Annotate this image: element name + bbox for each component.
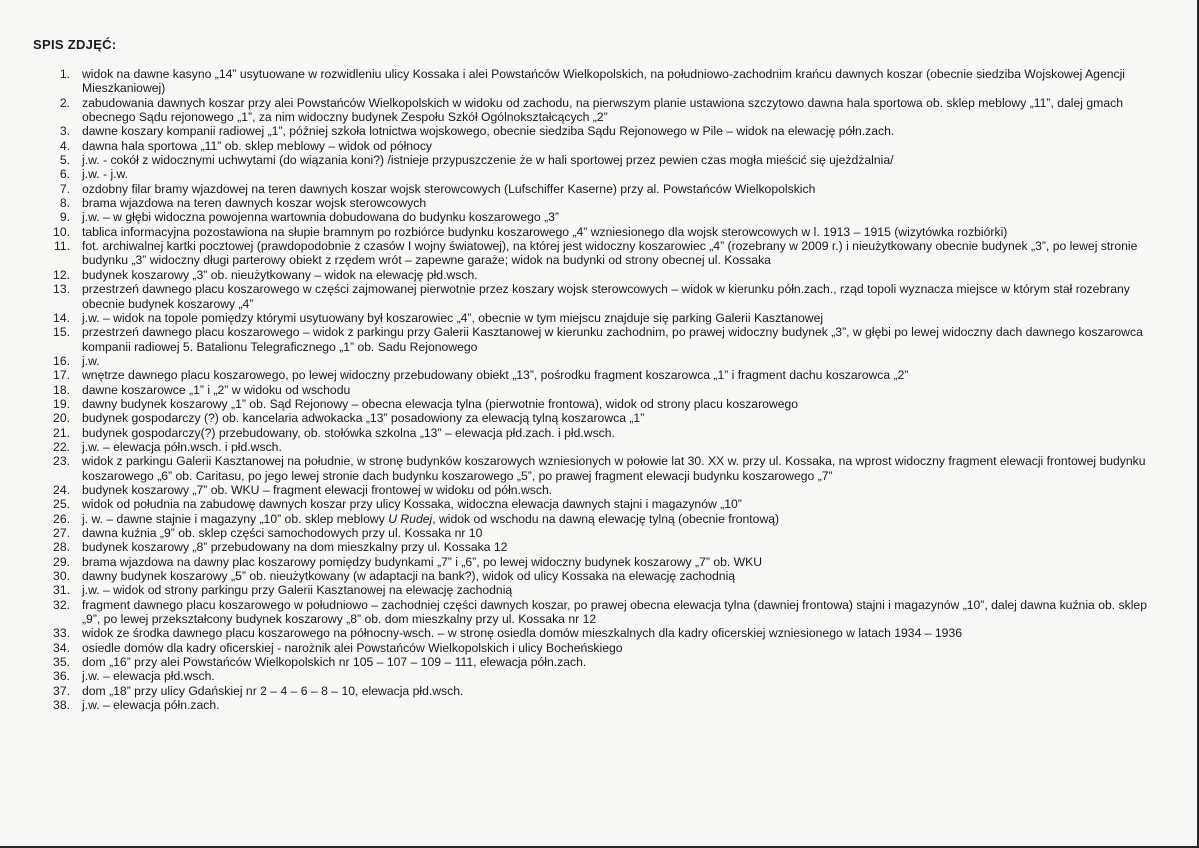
item-text: dawne koszary kompanii radiowej „1”, później szkoła lotnictwa wojskowego, obecnie siedziba Sądu Rejonowego w Pile – widok na elewację półn.zach. (82, 124, 895, 139)
item-text: brama wjazdowa na dawny plac koszarowy pomiędzy budynkami „7” i „6”, po lewej widoczny budynek koszarowy „7” ob. WKU (82, 554, 763, 569)
item-number: 37. (53, 683, 70, 698)
item-text-part: , widok od wschodu na dawną elewację tylną (obecnie frontową) (432, 511, 780, 526)
item-text: osiedle domów dla kadry oficerskiej - narożnik alei Powstańców Wielkopolskich i ulicy Bocheńskiego (82, 640, 623, 655)
item-number: 20. (53, 411, 70, 426)
list-item (40, 354, 1160, 368)
item-text: fragment dawnego placu koszarowego w południowo – zachodniej części dawnych koszar, po prawej obecna elewacja tylna (dawniej frontowa) stajni i magazynów „10”, dalej dawna kuźnia ob. sklep „9”, po lewej przekształcony budynek koszarowy „8” ob. dom mieszkalny przy ul. Kossaka nr 12 (82, 597, 1147, 627)
item-text: widok od południa na zabudowę dawnych koszar przy ulicy Kossaka, widoczna elewacja dawnych stajni i magazynów „10” (82, 497, 742, 512)
item-text: j.w. (82, 353, 100, 368)
list-item (40, 483, 1160, 497)
item-number: 23. (53, 454, 70, 469)
item-number: 27. (53, 526, 70, 540)
photo-list (40, 67, 1160, 712)
item-number: 13. (53, 282, 70, 297)
list-item (40, 124, 1160, 138)
item-text: dawny budynek koszarowy „1” ob. Sąd Rejonowy – obecna elewacja tylna (pierwotnie frontowa), widok od strony placu koszarowego (82, 396, 799, 411)
list-item (40, 641, 1160, 655)
item-text: j.w. – widok na topole pomiędzy którymi usytuowany był koszarowiec „4”, obecnie w tym miejscu znajduje się parking Galerii Kasztanowej (82, 310, 824, 325)
item-number: 22. (53, 439, 70, 454)
item-text: wnętrze dawnego placu koszarowego, po lewej widoczny przebudowany obiekt „13”, pośrodku fragment koszarowca „1” i fragment dachu koszarowca „2” (82, 368, 909, 383)
item-text: brama wjazdowa na teren dawnych koszar wojsk sterowcowych (82, 196, 427, 211)
item-number: 24. (53, 482, 70, 497)
item-number: 18. (53, 382, 70, 397)
list-item (40, 698, 1160, 712)
item-number: 19. (53, 396, 70, 411)
item-text: ozdobny filar bramy wjazdowej na teren dawnych koszar wojsk sterowcowych (Lufschiffer Kaserne) przy al. Powstańców Wielkopolskich (82, 181, 816, 196)
list-item (40, 526, 1160, 540)
item-text: j.w. – w głębi widoczna powojenna wartownia dobudowana do budynku koszarowego „3” (82, 210, 559, 225)
page-title: SPIS ZDJĘĆ: (33, 37, 117, 52)
item-text: j.w. – elewacja półn.wsch. i płd.wsch. (82, 439, 282, 454)
item-text: dom „16” przy alei Powstańców Wielkopolskich nr 105 – 107 – 109 – 111, elewacja półn.zach. (82, 655, 587, 670)
list-item (40, 239, 1160, 268)
item-text: dawne koszarowce „1” i „2” w widoku od wschodu (82, 382, 351, 397)
item-number: 29. (53, 554, 70, 569)
item-number: 2. (59, 95, 70, 110)
item-text: dawna kuźnia „9” ob. sklep części samochodowych przy ul. Kossaka nr 10 (82, 526, 483, 540)
item-number: 25. (53, 497, 70, 512)
item-text: j.w. - j.w. (82, 167, 129, 182)
item-text: tablica informacyjna pozostawiona na słupie bramnym po rozbiórce budynku koszarowego „4” wzniesionego dla wojsk sterowcowych w l. 1913 – 1915 (wizytówka rozbiórki) (82, 224, 1008, 239)
list-item (40, 368, 1160, 382)
list-item (40, 397, 1160, 411)
item-text: budynek koszarowy „8” przebudowany na dom mieszkalny przy ul. Kossaka 12 (82, 540, 508, 555)
item-number: 32. (53, 597, 70, 612)
item-number: 34. (53, 640, 70, 655)
item-number: 1. (59, 67, 70, 81)
item-text: widok ze środka dawnego placu koszarowego na północny-wsch. – w stronę osiedla domów mieszkalnych dla kadry oficerskiej wzniesionego w latach 1934 – 1936 (82, 626, 963, 641)
item-number: 38. (53, 698, 70, 713)
item-number: 16. (53, 353, 70, 368)
list-item (40, 598, 1160, 627)
item-number: 11. (53, 239, 70, 254)
item-text: j.w. - cokół z widocznymi uchwytami (do wiązania koni?) /istnieje przypuszczenie że w hali sportowej przez pewien czas mogła mieścić się ujeżdżalnia/ (82, 153, 894, 168)
item-text: fot. archiwalnej kartki pocztowej (prawdopodobnie z czasów I wojny światowej), na której jest widoczny koszarowiec „4” (rozebrany w 2009 r.) i nieużytkowany obecnie budynek „3”, po lewej stronie budynku „3” widoczny długi parterowy obiekt z rzędem wrót – zapewne garaże; widok na budynki od strony obecnej ul. Kossaka (82, 239, 1138, 268)
item-number: 3. (59, 124, 70, 139)
list-item (40, 282, 1160, 311)
list-item (40, 167, 1160, 181)
item-number: 33. (53, 626, 70, 641)
list-item (40, 440, 1160, 454)
list-item (40, 569, 1160, 583)
item-text: widok z parkingu Galerii Kasztanowej na południe, w stronę budynków koszarowych wzniesionych w połowie lat 30. XX w. przy ul. Kossaka, na wprost widoczny fragment elewacji frontowej budynku koszarowego „6” ob. Caritasu, po jego lewej stronie dach budynku koszarowego „5”, po prawej fragment elewacji budynku koszarowego „7” (82, 454, 1146, 483)
item-number: 5. (59, 153, 70, 168)
list-item (40, 139, 1160, 153)
item-number: 26. (53, 511, 70, 526)
list-item (40, 454, 1160, 483)
item-text: dawny budynek koszarowy „5” ob. nieużytkowany (w adaptacji na bank?), widok od ulicy Kossaka na elewację zachodnią (82, 569, 736, 584)
item-number: 28. (53, 540, 70, 555)
list-item (40, 210, 1160, 224)
list-item (40, 196, 1160, 210)
list-item (40, 684, 1160, 698)
item-text: j.w. – widok od strony parkingu przy Galerii Kasztanowej na elewację zachodnią (82, 583, 513, 598)
list-item (40, 225, 1160, 239)
item-text: j.w. – elewacja półn.zach. (82, 698, 220, 713)
item-text: przestrzeń dawnego placu koszarowego – widok z parkingu przy Galerii Kasztanowej w kierunku zachodnim, po prawej widoczny budynek „3”, w głębi po lewej widoczny dach dawnego koszarowca kompanii radiowej 5. Batalionu Telegraficznego „1” ob. Sadu Rejonowego (82, 325, 1143, 354)
item-number: 6. (59, 167, 70, 182)
item-number: 8. (59, 196, 70, 211)
item-text: dawna hala sportowa „11” ob. sklep meblowy – widok od północy (82, 138, 433, 153)
item-text: budynek koszarowy „3” ob. nieużytkowany – widok na elewację płd.wsch. (82, 267, 478, 282)
item-number: 17. (53, 368, 70, 383)
item-number: 7. (59, 181, 70, 196)
item-number: 14. (53, 310, 70, 325)
item-text-part: j. w. – dawne stajnie i magazyny „10” ob. sklep meblowy (82, 511, 389, 526)
list-item (40, 626, 1160, 640)
list-item (40, 153, 1160, 167)
item-text: widok na dawne kasyno „14” usytuowane w rozwidleniu ulicy Kossaka i alei Powstańców Wielkopolskich, na południowo-zachodnim krańcu dawnych koszar (obecnie siedziba Wojskowej Agencji Mieszkaniowej) (82, 67, 1126, 96)
item-text: zabudowania dawnych koszar przy alei Powstańców Wielkopolskich w widoku od zachodu, na pierwszym planie ustawiona szczytowo dawna hala sportowa ob. sklep meblowy „11”, dalej gmach obecnego Sądu rejonowego „1”, za nim widoczny budynek Zespołu Szkół Ogólnokształcących „2” (82, 95, 1123, 125)
list-item (40, 583, 1160, 597)
list-item (40, 67, 1160, 96)
item-number: 30. (53, 569, 70, 584)
list-item (40, 411, 1160, 425)
item-number: 15. (53, 325, 70, 340)
item-number: 35. (53, 655, 70, 670)
item-text: budynek gospodarczy (?) ob. kancelaria adwokacka „13” posadowiony za elewacją tylną koszarowca „1” (82, 411, 645, 426)
list-item (40, 325, 1160, 354)
list-item (40, 655, 1160, 669)
item-text-italic: U Rudej (388, 511, 433, 526)
item-number: 12. (53, 267, 70, 282)
list-item (40, 555, 1160, 569)
item-text: dom „18” przy ulicy Gdańskiej nr 2 – 4 – 6 – 8 – 10, elewacja płd.wsch. (82, 683, 464, 698)
item-number: 31. (53, 583, 70, 598)
list-item (40, 540, 1160, 554)
item-number: 10. (53, 224, 70, 239)
list-item (40, 426, 1160, 440)
list-item (40, 669, 1160, 683)
item-number: 21. (53, 425, 70, 440)
list-item (40, 383, 1160, 397)
list-item (40, 96, 1160, 125)
list-item (40, 512, 1160, 526)
item-text: budynek gospodarczy(?) przebudowany, ob. stołówka szkolna „13” – elewacja płd.zach. i płd.wsch. (82, 425, 615, 440)
list-item (40, 268, 1160, 282)
item-number: 36. (53, 669, 70, 684)
item-text: przestrzeń dawnego placu koszarowego w części zajmowanej pierwotnie przez koszary wojsk sterowcowych – widok w kierunku półn.zach., rząd topoli wyznacza miejsce w którym stał rozebrany obecnie budynek koszarowy „4” (82, 282, 1130, 311)
item-number: 9. (59, 210, 70, 225)
item-text (82, 512, 1160, 526)
list-item (40, 182, 1160, 196)
item-text: budynek koszarowy „7” ob. WKU – fragment elewacji frontowej w widoku od półn.wsch. (82, 482, 553, 497)
list-item (40, 497, 1160, 511)
item-number: 4. (59, 138, 70, 153)
item-text: j.w. – elewacja płd.wsch. (82, 669, 215, 684)
list-item (40, 311, 1160, 325)
